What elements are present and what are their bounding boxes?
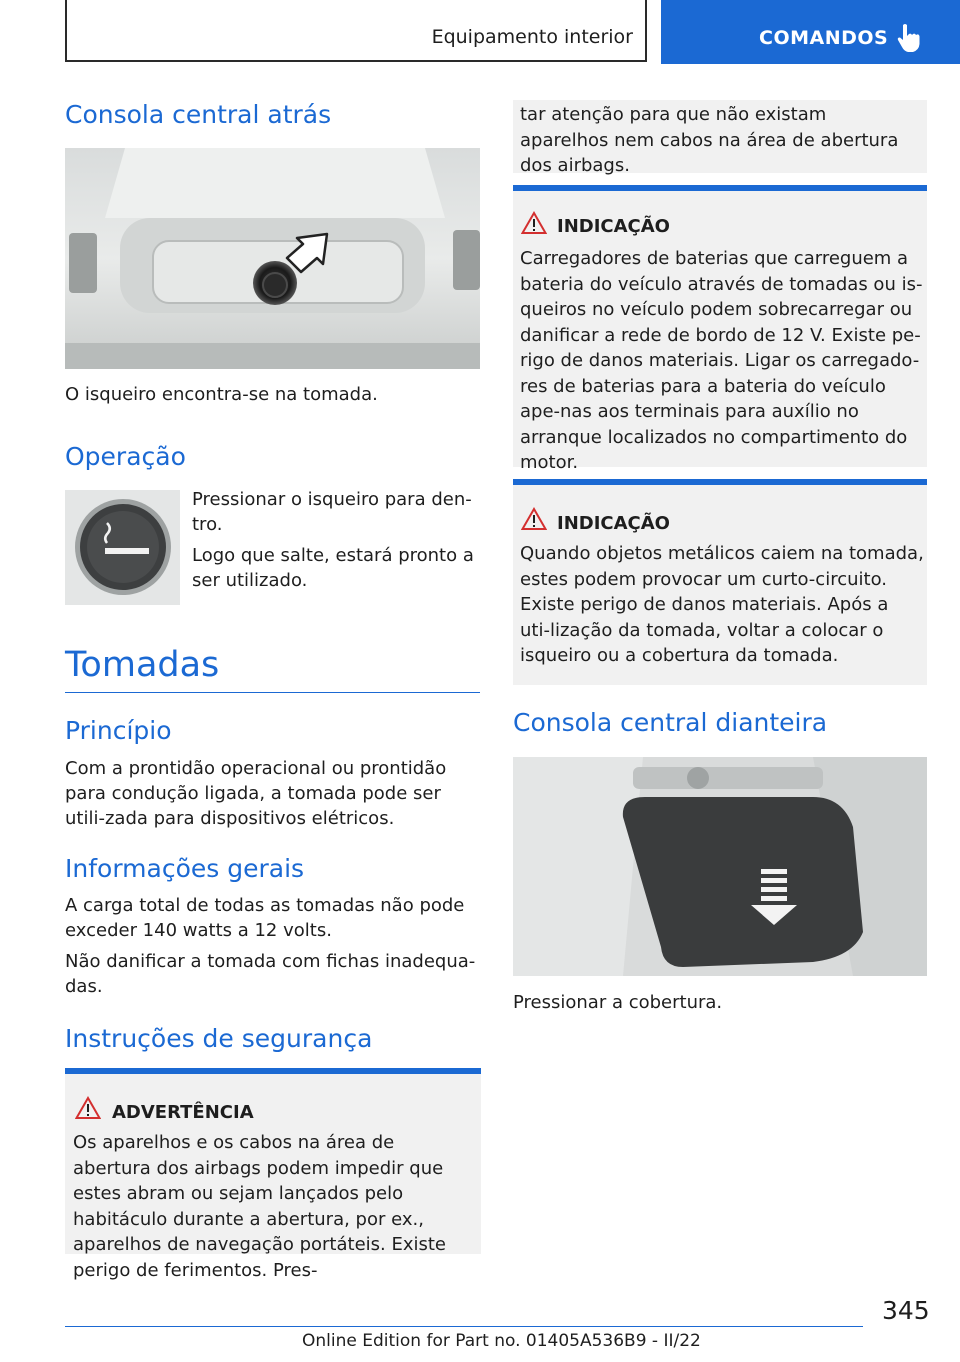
front-console-caption: Pressionar a cobertura. [513,992,723,1013]
operation-paragraph-1: Pressionar o isqueiro para den-tro. [192,489,472,535]
warning-continued-text: tar atenção para que não existam aparelhos nem cabos na área de abertura dos airbags. [520,104,899,176]
header-chapter-label: COMANDOS [759,27,889,49]
header-section-label: Equipamento interior [431,26,633,48]
operation-paragraph-2: Logo que salte, estará pronto a ser utilizado. [192,545,474,591]
general-info-title: Informações gerais [65,854,305,883]
warning-continued-box [513,100,927,176]
front-console-title: Consola central dianteira [513,708,828,737]
general-info-paragraph-2: Não danificar a tomada com fichas inadequa-das. [65,951,476,997]
safety-title: Instruções de segurança [65,1024,373,1053]
note-box-2 [513,479,927,685]
warning-text: Os aparelhos e os cabos na área de abertura dos airbags podem impedir que estes abram ou sejam lançados pelo habitáculo durante a abertura, por ex., aparelhos de navegação portáteis. Existe perigo de ferimentos. Pres- [73,1132,447,1281]
sockets-title-rule [65,692,480,693]
principle-title: Princípio [65,716,172,745]
pointing-hand-icon [895,22,923,54]
rear-console-caption: O isqueiro encontra-se na tomada. [65,384,378,405]
warning-triangle-icon [521,507,547,531]
warning-box [65,1068,481,1281]
footer-rule [65,1326,863,1327]
note-1-title: INDICAÇÃO [557,216,670,237]
lighter-button-photo [65,490,180,605]
principle-text: Com a prontidão operacional ou prontidão para condução ligada, a tomada pode ser utili-zada para dispositivos elétricos. [65,758,447,829]
operation-title: Operação [65,442,186,471]
warning-triangle-icon [521,211,547,235]
note-1-text: Carregadores de baterias que carreguem a bateria do veículo através de tomadas ou is-queiros no veículo podem sobrecarregar ou danificar a rede de bordo de 12 V. Existe pe-rigo de danos materiais. Ligar os carregado-res de baterias para a bateria do veículo ape-nas aos terminais para auxílio no arranque localizados no compartimento do motor. [520,248,923,473]
note-box-1 [513,185,927,473]
rear-console-title: Consola central atrás [65,100,332,129]
cigarette-icon [105,548,149,554]
warning-title: ADVERTÊNCIA [112,1102,254,1123]
general-info-paragraph-1: A carga total de todas as tomadas não pode exceder 140 watts a 12 volts. [65,895,465,941]
warning-triangle-icon [75,1096,101,1120]
header-chapter-tab [661,0,960,64]
front-console-photo [513,757,927,976]
rear-console-photo [65,148,480,369]
note-2-title: INDICAÇÃO [557,513,670,534]
page-number: 345 [882,1296,930,1325]
sockets-title: Tomadas [65,645,220,685]
note-2-text: Quando objetos metálicos caiem na tomada, estes podem provocar um curto-circuito. Existe perigo de danos materiais. Após a uti-lização da tomada, voltar a colocar o isqueiro ou a cobertura da tomada. [520,543,924,666]
footer-edition: Online Edition for Part no. 01405A536B9 - II/22 [302,1331,701,1351]
header-section-tab [65,0,647,62]
